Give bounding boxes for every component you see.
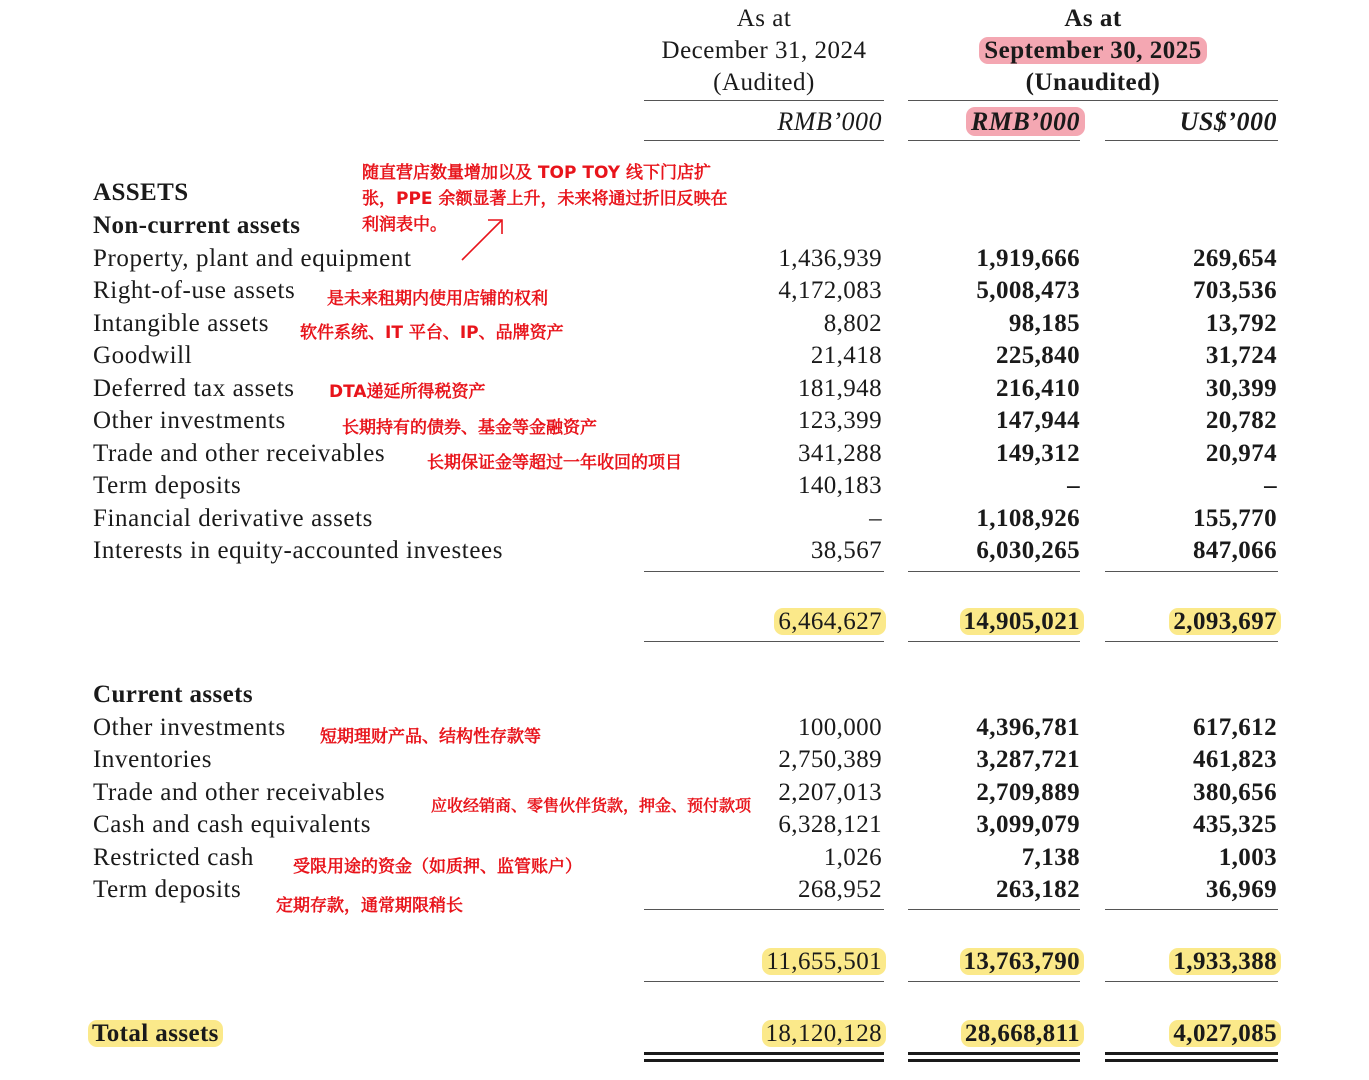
total-assets-2025-usd-value: 4,027,085	[1169, 1020, 1281, 1047]
col2-header-rule	[908, 100, 1278, 101]
col1-unit-rule	[644, 140, 884, 141]
current-sum-rule-1	[644, 909, 884, 910]
row-value-2025-rmb: 2,709,889	[976, 779, 1080, 806]
noncurrent-total-2025-usd-value: 2,093,697	[1169, 608, 1281, 635]
row-value-2024: 100,000	[797, 714, 882, 741]
row-value-2025-rmb: 1,108,926	[976, 505, 1080, 532]
note-ppe-line1: 随直营店数量增加以及 TOP TOY 线下门店扩	[362, 163, 712, 183]
row-label: Intangible assets	[93, 310, 270, 337]
note-dta: DTA递延所得税资产	[329, 382, 486, 402]
note-ppe-line3: 利润表中。	[362, 215, 447, 235]
noncurrent-total-2024-value: 6,464,627	[774, 608, 886, 635]
noncurrent-total-2025-usd	[1169, 608, 1281, 636]
row-value-2024: 2,750,389	[778, 746, 882, 773]
row-value-2025-usd: 1,003	[1218, 844, 1277, 871]
note-ppe	[362, 160, 727, 238]
row-label: Trade and other receivables	[93, 440, 386, 467]
row-value-2025-rmb: 216,410	[995, 375, 1080, 402]
row-label: Goodwill	[93, 342, 193, 369]
row-value-2025-usd: 31,724	[1205, 342, 1277, 369]
row-label: Inventories	[93, 746, 213, 773]
current-total-2025-usd-value: 1,933,388	[1169, 948, 1281, 975]
row-value-2024: 123,399	[797, 407, 882, 434]
current-sum-rule-3	[1105, 909, 1278, 910]
noncurrent-total-rule-1	[644, 641, 884, 642]
row-value-2024: 140,183	[797, 472, 882, 499]
total-assets-2025-rmb	[961, 1020, 1084, 1048]
row-label: Financial derivative assets	[93, 505, 374, 532]
total-double-rule-2a	[908, 1052, 1080, 1055]
row-value-2025-usd: 435,325	[1192, 811, 1277, 838]
row-label: Trade and other receivables	[93, 779, 386, 806]
note-ppe-line2: 张，PPE 余额显著上升，未来将通过折旧反映在	[362, 189, 728, 209]
col2-unit-rule	[908, 140, 1080, 141]
total-double-rule-3b	[1105, 1059, 1278, 1062]
row-label: Deferred tax assets	[93, 375, 295, 402]
row-value-2025-usd: 847,066	[1192, 537, 1277, 564]
noncurrent-sum-rule-3	[1105, 571, 1278, 572]
total-double-rule-2b	[908, 1059, 1080, 1062]
row-value-2025-rmb: –	[1067, 472, 1080, 499]
col2-audit-status: (Unaudited)	[1025, 69, 1161, 96]
col1-header-rule	[644, 100, 884, 101]
row-value-2025-rmb: 98,185	[1008, 310, 1080, 337]
row-label: Interests in equity-accounted investees	[93, 537, 504, 564]
row-label: Term deposits	[93, 876, 242, 903]
note-restricted-cash: 受限用途的资金（如质押、监管账户）	[293, 857, 582, 877]
row-value-2024: 8,802	[823, 310, 882, 337]
row-value-2024: 1,026	[823, 844, 882, 871]
row-value-2025-rmb: 1,919,666	[976, 245, 1080, 272]
row-value-2025-usd: 36,969	[1205, 876, 1277, 903]
noncurrent-total-2024	[774, 608, 886, 636]
row-label: Other investments	[93, 714, 286, 741]
col1-as-at: As at	[736, 5, 792, 32]
noncurrent-heading: Non-current assets	[93, 212, 301, 239]
current-total-2024-value: 11,655,501	[762, 948, 886, 975]
current-heading: Current assets	[93, 681, 253, 708]
row-value-2025-rmb: 7,138	[1021, 844, 1080, 871]
row-value-2025-usd: 30,399	[1205, 375, 1277, 402]
noncurrent-total-2025-rmb	[960, 608, 1085, 636]
current-total-2025-rmb-value: 13,763,790	[960, 948, 1085, 975]
total-assets-2025-usd	[1169, 1020, 1281, 1048]
current-total-2025-rmb	[960, 948, 1085, 976]
note-rou: 是未来租期内使用店铺的权利	[327, 289, 548, 309]
row-value-2024: 1,436,939	[778, 245, 882, 272]
row-value-2024: 2,207,013	[778, 779, 882, 806]
assets-heading: ASSETS	[93, 179, 189, 206]
row-value-2025-rmb: 6,030,265	[976, 537, 1080, 564]
row-value-2025-rmb: 147,944	[995, 407, 1080, 434]
row-label: Property, plant and equipment	[93, 245, 412, 272]
row-value-2025-usd: 20,974	[1205, 440, 1277, 467]
noncurrent-total-rule-2	[908, 641, 1080, 642]
total-assets-label-wrap	[88, 1020, 223, 1048]
col2-unit: RMB’000	[966, 107, 1085, 136]
current-total-rule-2	[908, 981, 1080, 982]
row-value-2025-rmb: 149,312	[995, 440, 1080, 467]
col1-header	[644, 3, 884, 99]
row-label: Term deposits	[93, 472, 242, 499]
current-total-2025-usd	[1169, 948, 1281, 976]
note-intangible: 软件系统、IT 平台、IP、品牌资产	[300, 323, 564, 343]
col2-header	[908, 3, 1278, 99]
row-label: Cash and cash equivalents	[93, 811, 372, 838]
row-value-2024: 4,172,083	[778, 277, 882, 304]
note-other-investments-current: 短期理财产品、结构性存款等	[320, 727, 541, 747]
row-value-2024: 181,948	[797, 375, 882, 402]
row-value-2025-rmb: 3,099,079	[976, 811, 1080, 838]
total-assets-label: Total assets	[88, 1020, 223, 1047]
note-term-deposits-current: 定期存款，通常期限稍长	[276, 896, 463, 916]
row-value-2025-usd: 155,770	[1192, 505, 1277, 532]
col2-as-at: As at	[1064, 5, 1122, 32]
row-value-2025-usd: –	[1264, 472, 1277, 499]
row-value-2024: 341,288	[797, 440, 882, 467]
noncurrent-sum-rule-1	[644, 571, 884, 572]
noncurrent-sum-rule-2	[908, 571, 1080, 572]
row-value-2025-rmb: 3,287,721	[976, 746, 1080, 773]
row-value-2025-usd: 13,792	[1205, 310, 1277, 337]
row-value-2025-usd: 617,612	[1192, 714, 1277, 741]
total-assets-2025-rmb-value: 28,668,811	[961, 1020, 1084, 1047]
noncurrent-total-rule-3	[1105, 641, 1278, 642]
col3-unit: US$’000	[1179, 107, 1277, 136]
col1-unit: RMB’000	[777, 107, 882, 136]
col3-unit-rule	[1105, 140, 1278, 141]
col1-audit-status: (Audited)	[713, 69, 815, 96]
row-value-2025-rmb: 5,008,473	[976, 277, 1080, 304]
noncurrent-total-2025-rmb-value: 14,905,021	[960, 608, 1085, 635]
row-value-2025-usd: 380,656	[1192, 779, 1277, 806]
total-double-rule-1a	[644, 1052, 884, 1055]
total-assets-2024	[762, 1020, 887, 1048]
row-value-2025-usd: 269,654	[1192, 245, 1277, 272]
note-receivables-current: 应收经销商、零售伙伴货款，押金、预付款项	[431, 796, 752, 815]
total-assets-2024-value: 18,120,128	[762, 1020, 887, 1047]
current-total-rule-1	[644, 981, 884, 982]
current-total-rule-3	[1105, 981, 1278, 982]
col1-date: December 31, 2024	[661, 37, 867, 64]
note-other-investments-noncurrent: 长期持有的债券、基金等金融资产	[342, 418, 597, 438]
row-value-2025-rmb: 225,840	[995, 342, 1080, 369]
total-double-rule-3a	[1105, 1052, 1278, 1055]
current-total-2024	[762, 948, 886, 976]
current-sum-rule-2	[908, 909, 1080, 910]
row-value-2025-usd: 703,536	[1192, 277, 1277, 304]
col2-unit-wrap	[966, 106, 1085, 138]
row-label: Restricted cash	[93, 844, 255, 871]
row-value-2024: 268,952	[797, 876, 882, 903]
arrow-icon	[458, 212, 510, 264]
col2-date: September 30, 2025	[979, 37, 1207, 64]
row-value-2024: 6,328,121	[778, 811, 882, 838]
total-double-rule-1b	[644, 1059, 884, 1062]
row-value-2025-rmb: 4,396,781	[976, 714, 1080, 741]
row-label: Other investments	[93, 407, 286, 434]
row-value-2024: 38,567	[810, 537, 882, 564]
row-value-2025-rmb: 263,182	[995, 876, 1080, 903]
note-receivables-noncurrent: 长期保证金等超过一年收回的项目	[427, 453, 682, 473]
row-label: Right-of-use assets	[93, 277, 296, 304]
row-value-2024: –	[869, 505, 882, 532]
row-value-2025-usd: 461,823	[1192, 746, 1277, 773]
row-value-2024: 21,418	[810, 342, 882, 369]
row-value-2025-usd: 20,782	[1205, 407, 1277, 434]
